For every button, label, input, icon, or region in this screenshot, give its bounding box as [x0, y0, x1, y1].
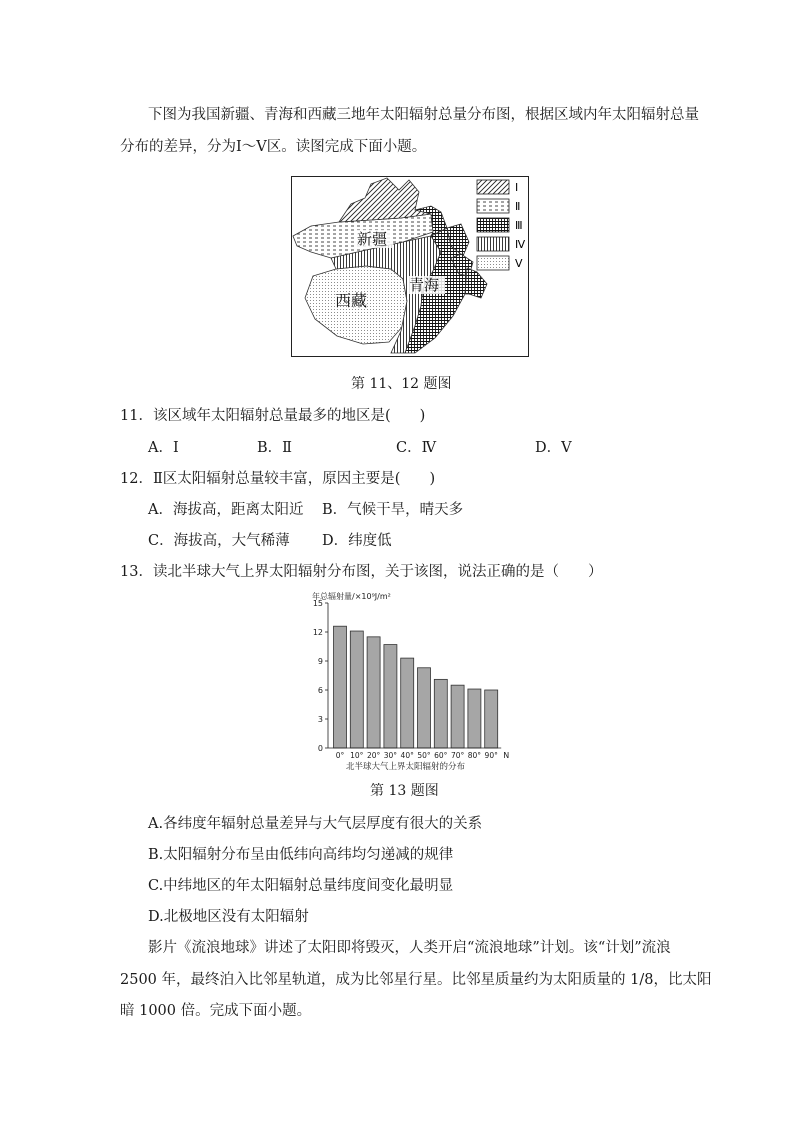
q11-option-b: B．Ⅱ [257, 440, 293, 456]
intro-line-1: 下图为我国新疆、青海和西藏三地年太阳辐射总量分布图，根据区域内年太阳辐射总量 [148, 107, 699, 123]
chart-bar [367, 637, 380, 748]
q12-option-a: A．海拔高，距离太阳近 [148, 502, 304, 518]
y-tick-label: 15 [312, 599, 323, 608]
chart-title: 北半球大气上界太阳辐射的分布 [346, 762, 466, 772]
chart-bar [434, 679, 447, 748]
intro2-line-1: 影片《流浪地球》讲述了太阳即将毁灭，人类开启“流浪地球”计划。该“计划”流浪 [148, 940, 671, 956]
q11-option-a: A．Ⅰ [148, 440, 179, 456]
y-tick-label: 12 [312, 628, 323, 637]
chart-bar [418, 668, 431, 748]
x-axis-ticks [336, 751, 498, 760]
q11-option-c: C．Ⅳ [396, 440, 437, 456]
legend-swatch-ii [477, 199, 509, 213]
chart-bar [350, 631, 363, 748]
chart-caption: 第 13 题图 [370, 783, 439, 799]
legend-label-ii: Ⅱ [515, 200, 521, 213]
q12-option-d: D．纬度低 [322, 533, 392, 549]
radiation-map-figure [291, 176, 529, 357]
q13-option-a: A.各纬度年辐射总量差异与大气层厚度有很大的关系 [148, 816, 483, 832]
map-label-xinjiang: 新疆 [357, 230, 388, 248]
x-tick-label: 70° [450, 751, 465, 760]
intro2-line-2: 2500 年，最终泊入比邻星轨道，成为比邻星行星。比邻星质量约为太阳质量的 1/8，比太阳 [120, 972, 712, 988]
chart-bar [334, 626, 347, 748]
x-tick-label: 0° [335, 751, 345, 760]
legend-swatch-iv [477, 237, 509, 251]
q13-option-c: C.中纬地区的年太阳辐射总量纬度间变化最明显 [148, 878, 454, 894]
radiation-bar-chart [300, 588, 520, 774]
legend-swatch-iii [477, 218, 509, 232]
legend-label-iv: Ⅳ [515, 238, 526, 251]
q12-stem: 12．Ⅱ区太阳辐射总量较丰富，原因主要是( ) [120, 471, 436, 487]
chart-bar [485, 690, 498, 748]
x-tick-label: 60° [434, 751, 448, 760]
x-tick-label: 80° [467, 751, 482, 760]
legend-label-i: Ⅰ [515, 181, 519, 194]
x-tick-label: 20° [366, 751, 381, 760]
q13-option-d: D.北极地区没有太阳辐射 [148, 909, 309, 925]
x-tick-label: 50° [417, 751, 431, 760]
chart-y-axis-label: 年总辐射量/×10⁹J/m² [312, 592, 391, 601]
q13-stem: 13．读北半球大气上界太阳辐射分布图，关于该图，说法正确的是（ ） [120, 564, 603, 580]
radiation-map [291, 176, 529, 357]
q13-option-b: B.太阳辐射分布呈由低纬向高纬均匀递减的规律 [148, 847, 454, 863]
q11-option-d: D．Ⅴ [535, 440, 572, 456]
map-label-xizang: 西藏 [335, 291, 368, 310]
x-tick-label: 90° [484, 751, 498, 760]
legend-label-iii: Ⅲ [515, 219, 523, 232]
y-axis-ticks [313, 599, 328, 753]
q11-stem: 11．该区域年太阳辐射总量最多的地区是( ) [120, 408, 426, 424]
legend-swatch-i [477, 180, 509, 194]
q12-option-c: C．海拔高，大气稀薄 [148, 533, 290, 549]
legend-swatch-v [477, 256, 509, 270]
chart-bar [468, 689, 481, 748]
radiation-bar-chart-figure [300, 588, 520, 774]
map-label-qinghai: 青海 [409, 276, 440, 294]
chart-bar [401, 658, 414, 748]
map-caption: 第 11、12 题图 [351, 376, 452, 392]
x-tick-label: 40° [400, 751, 414, 760]
intro2-line-3: 暗 1000 倍。完成下面小题。 [120, 1003, 312, 1019]
y-tick-label: 6 [317, 686, 323, 695]
x-axis-unit: N [503, 751, 510, 760]
chart-bar [451, 685, 464, 748]
x-tick-label: 30° [383, 751, 398, 760]
chart-bar [384, 645, 397, 748]
legend-label-v: Ⅴ [515, 257, 523, 270]
chart-bars [334, 626, 498, 748]
y-tick-label: 9 [317, 657, 323, 666]
q12-option-b: B．气候干旱，晴天多 [322, 502, 464, 518]
y-tick-label: 0 [317, 744, 323, 753]
y-tick-label: 3 [317, 715, 323, 724]
intro-line-2: 分布的差异，分为Ⅰ～Ⅴ区。读图完成下面小题。 [120, 139, 427, 155]
x-tick-label: 10° [350, 751, 364, 760]
